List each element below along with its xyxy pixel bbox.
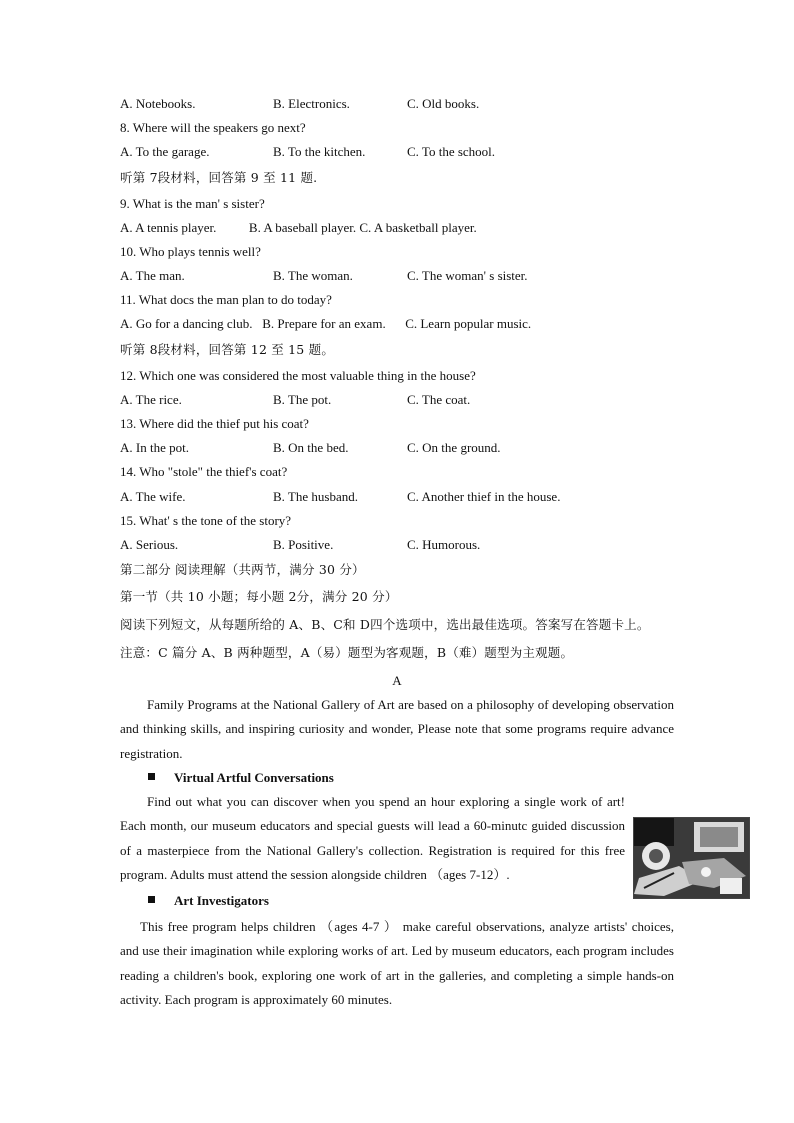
program2-text: This free program helps children （ages 4-7 ） make careful observations, analyze artists' choices, and use their imagination while exploring works of art. Led by museum educators, each program includes reading a children's book, exploring one work of art in the galleries, and completing a simple hands-on activity. Each program is approximately 60 minutes. <box>120 919 674 1007</box>
part2-heading: 第二部分 阅读理解（共两节，满分 30 分） <box>120 562 365 577</box>
option-c: C. Humorous. <box>407 537 481 552</box>
q9-question: 9. What is the man' s sister? <box>120 196 265 211</box>
option-c: C. Another thief in the house. <box>407 489 561 504</box>
q7-options <box>120 96 680 112</box>
q8-question: 8. Where will the speakers go next? <box>120 120 306 135</box>
option-b: B. Positive. <box>273 537 334 552</box>
program1-title: Virtual Artful Conversations <box>174 770 334 785</box>
note: 注意：C 篇分 A、B 两种题型，A（易）题型为客观题，B（难）题型为主观题。 <box>120 645 574 660</box>
option-b: B. To the kitchen. <box>273 144 366 159</box>
program1-heading <box>148 770 334 786</box>
option-a: A. Notebooks. <box>120 96 196 111</box>
program1-text: Find out what you can discover when you spend an hour exploring a single work of art! Each month, our museum educators and special guests will lead a 60-minutc guided discussion of a masterpiece from the National Gallery's collection. Registration is required for this free program. Adults must attend the session alongside children （ages 7-12）. <box>120 794 625 882</box>
option-b: B. The pot. <box>273 392 332 407</box>
museum-image-icon <box>634 818 749 898</box>
q14-options <box>120 489 680 505</box>
option-a: A. The wife. <box>120 489 186 504</box>
q15-options <box>120 537 680 553</box>
artwork-photo <box>633 817 750 899</box>
q11-options: A. Go for a dancing club. B. Prepare for an exam. C. Learn popular music. <box>120 316 532 331</box>
option-a: A. The man. <box>120 268 185 283</box>
q10-options <box>120 268 680 284</box>
q9-options: A. A tennis player. B. A baseball player. C. A basketball player. <box>120 220 477 235</box>
q13-options <box>120 440 680 456</box>
option-b: B. The woman. <box>273 268 353 283</box>
q12-options <box>120 392 680 408</box>
option-a: A. Serious. <box>120 537 179 552</box>
square-bullet-icon <box>148 896 155 903</box>
option-a: A. The rice. <box>120 392 182 407</box>
option-a: A. To the garage. <box>120 144 210 159</box>
instructions: 阅读下列短文，从每题所给的 A、B、C和 D四个选项中，选出最佳选项。答案写在答题卡上。 <box>120 617 650 632</box>
program2-title: Art Investigators <box>174 893 269 908</box>
option-b: B. On the bed. <box>273 440 349 455</box>
option-c: C. Old books. <box>407 96 480 111</box>
option-c: C. The coat. <box>407 392 471 407</box>
program2-heading <box>148 893 269 909</box>
section1-heading: 第一节（共 10 小题；每小题 2分，满分 20 分） <box>120 589 398 604</box>
option-c: C. On the ground. <box>407 440 501 455</box>
q14-question: 14. Who "stole" the thief's coat? <box>120 464 288 479</box>
passage-label: A <box>392 673 402 688</box>
square-bullet-icon <box>148 773 155 780</box>
option-c: C. The woman' s sister. <box>407 268 528 283</box>
q11-question: 11. What docs the man plan to do today? <box>120 292 332 307</box>
q8-options <box>120 144 680 160</box>
section7-heading: 听第 7段材料，回答第 9 至 11 题. <box>120 170 318 185</box>
q13-question: 13. Where did the thief put his coat? <box>120 416 309 431</box>
q12-question: 12. Which one was considered the most valuable thing in the house? <box>120 368 476 383</box>
section8-heading: 听第 8段材料，回答第 12 至 15 题。 <box>120 342 335 357</box>
option-a: A. In the pot. <box>120 440 189 455</box>
option-c: C. To the school. <box>407 144 496 159</box>
q10-question: 10. Who plays tennis well? <box>120 244 261 259</box>
q15-question: 15. What' s the tone of the story? <box>120 513 292 528</box>
option-b: B. Electronics. <box>273 96 350 111</box>
passage-intro: Family Programs at the National Gallery of Art are based on a philosophy of developing observation and thinking skills, and inspiring curiosity and wonder, Please note that some programs require advance registration. <box>120 697 674 761</box>
option-b: B. The husband. <box>273 489 358 504</box>
